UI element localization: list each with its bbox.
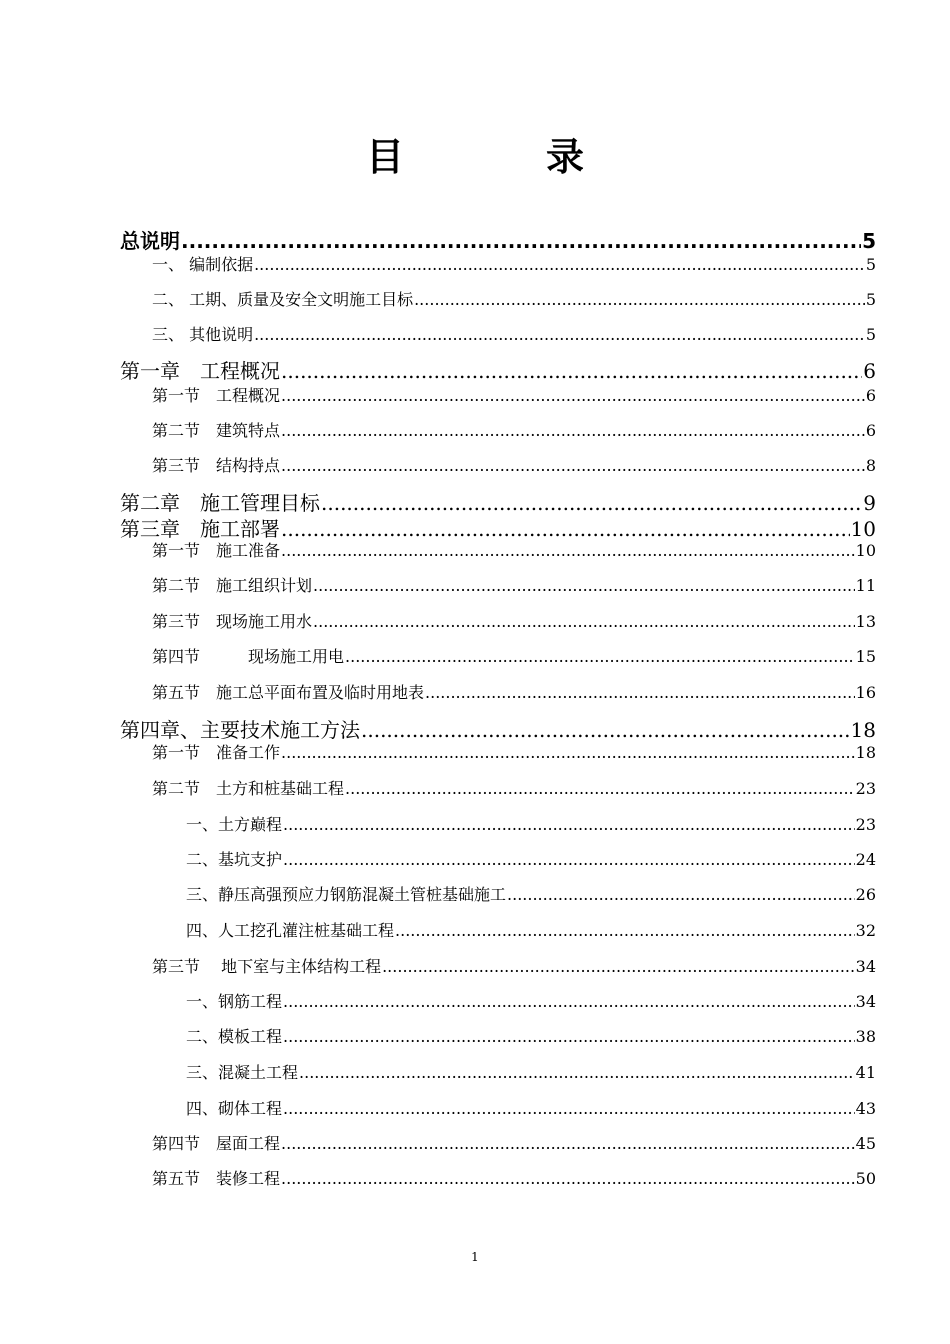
toc-entry[interactable] bbox=[152, 252, 876, 275]
toc-entry[interactable] bbox=[186, 918, 876, 941]
toc-entry-page: 6 bbox=[865, 386, 876, 405]
toc-leader-dots bbox=[281, 359, 862, 383]
toc-entry-label: 总说明 bbox=[120, 229, 180, 253]
toc-entry[interactable] bbox=[186, 1096, 876, 1119]
toc-entry[interactable] bbox=[152, 418, 876, 441]
toc-entry[interactable] bbox=[152, 609, 876, 632]
toc-leader-dots bbox=[425, 683, 855, 702]
toc-leader-dots bbox=[313, 612, 855, 631]
toc-leader-dots bbox=[321, 491, 862, 515]
toc-entry-page: 43 bbox=[855, 1099, 876, 1118]
toc-entry-label: 二、模板工程 bbox=[186, 1027, 283, 1046]
toc-entry-label: 第三节 地下室与主体结构工程 bbox=[152, 957, 382, 976]
toc-entry[interactable] bbox=[120, 355, 876, 384]
toc-entry-page: 41 bbox=[855, 1063, 876, 1082]
toc-entry-page: 34 bbox=[855, 957, 876, 976]
toc-entry-label: 第二节 土方和桩基础工程 bbox=[152, 779, 345, 798]
toc-entry-label: 第四章、主要技术施工方法 bbox=[120, 718, 360, 742]
toc-leader-dots bbox=[281, 421, 865, 440]
page-title: 目 录 bbox=[365, 135, 636, 179]
toc-entry[interactable] bbox=[152, 287, 876, 310]
toc-entry-label: 一、钢筋工程 bbox=[186, 992, 283, 1011]
toc-entry-label: 第一章 工程概况 bbox=[120, 359, 280, 383]
toc-entry-page: 10 bbox=[855, 541, 876, 560]
toc-entry[interactable] bbox=[152, 776, 876, 799]
toc-entry-label: 第四节 现场施工用电 bbox=[152, 647, 345, 666]
toc-leader-dots bbox=[181, 229, 861, 253]
toc-entry-page: 32 bbox=[855, 921, 876, 940]
toc-entry-label: 第二章 施工管理目标 bbox=[120, 491, 320, 515]
toc-entry-page: 24 bbox=[855, 850, 876, 869]
toc-leader-dots bbox=[254, 255, 865, 274]
toc-leader-dots bbox=[254, 325, 865, 344]
toc-leader-dots bbox=[345, 779, 855, 798]
toc-entry[interactable] bbox=[120, 714, 876, 743]
toc-entry-label: 一、土方巅程 bbox=[186, 815, 283, 834]
toc-entry-label: 三、混凝土工程 bbox=[186, 1063, 299, 1082]
toc-entry-label: 三、 其他说明 bbox=[152, 325, 254, 344]
toc-entry-label: 二、 工期、质量及安全文明施工目标 bbox=[152, 290, 414, 309]
toc-entry[interactable] bbox=[152, 954, 876, 977]
toc-entry-page: 10 bbox=[850, 517, 876, 541]
toc-entry-page: 5 bbox=[862, 229, 876, 253]
toc-entry-page: 23 bbox=[855, 779, 876, 798]
toc-entry-label: 第五节 施工总平面布置及临时用地表 bbox=[152, 683, 425, 702]
toc-entry-page: 13 bbox=[855, 612, 876, 631]
toc-entry[interactable] bbox=[152, 644, 876, 667]
toc-entry-page: 34 bbox=[855, 992, 876, 1011]
toc-entry-page: 15 bbox=[855, 647, 876, 666]
toc-leader-dots bbox=[283, 850, 855, 869]
toc-entry[interactable] bbox=[152, 680, 876, 703]
toc-entry[interactable] bbox=[152, 383, 876, 406]
toc-entry[interactable] bbox=[120, 225, 876, 254]
toc-entry-label: 四、砌体工程 bbox=[186, 1099, 283, 1118]
toc-entry[interactable] bbox=[186, 1060, 876, 1083]
toc-entry-page: 18 bbox=[850, 718, 876, 742]
toc-leader-dots bbox=[382, 957, 855, 976]
toc-leader-dots bbox=[313, 576, 855, 595]
toc-leader-dots bbox=[283, 1027, 855, 1046]
toc-entry-page: 11 bbox=[855, 576, 876, 595]
toc-entry[interactable] bbox=[186, 989, 876, 1012]
toc-entry-label: 二、基坑支护 bbox=[186, 850, 283, 869]
toc-entry[interactable] bbox=[186, 847, 876, 870]
toc-entry-label: 三、静压高强预应力钢筋混凝土管桩基础施工 bbox=[186, 885, 507, 904]
toc-entry-label: 第一节 施工准备 bbox=[152, 541, 281, 560]
toc-entry-page: 9 bbox=[863, 491, 876, 515]
toc-entry-page: 18 bbox=[855, 743, 876, 762]
toc-entry[interactable] bbox=[120, 487, 876, 516]
toc-entry-label: 第四节 屋面工程 bbox=[152, 1134, 281, 1153]
toc-entry-page: 16 bbox=[855, 683, 876, 702]
toc-entry-label: 一、 编制依据 bbox=[152, 255, 254, 274]
toc-leader-dots bbox=[507, 885, 855, 904]
toc-leader-dots bbox=[281, 1169, 855, 1188]
toc-entry-label: 第三章 施工部署 bbox=[120, 517, 280, 541]
toc-entry[interactable] bbox=[152, 740, 876, 763]
toc-entry[interactable] bbox=[152, 322, 876, 345]
toc-entry-label: 四、人工挖孔灌注桩基础工程 bbox=[186, 921, 395, 940]
toc-entry-page: 26 bbox=[855, 885, 876, 904]
toc-entry-label: 第二节 建筑特点 bbox=[152, 421, 281, 440]
toc-entry-page: 45 bbox=[855, 1134, 876, 1153]
toc-leader-dots bbox=[281, 743, 855, 762]
toc-entry[interactable] bbox=[186, 1024, 876, 1047]
toc-entry-page: 6 bbox=[865, 421, 876, 440]
toc-entry[interactable] bbox=[152, 1166, 876, 1189]
toc-entry-page: 5 bbox=[865, 255, 876, 274]
toc-entry-page: 8 bbox=[865, 456, 876, 475]
toc-entry-label: 第一节 工程概况 bbox=[152, 386, 281, 405]
toc-leader-dots bbox=[299, 1063, 855, 1082]
toc-entry-label: 第二节 施工组织计划 bbox=[152, 576, 313, 595]
toc-entry[interactable] bbox=[152, 453, 876, 476]
toc-leader-dots bbox=[281, 541, 855, 560]
toc-leader-dots bbox=[283, 1099, 855, 1118]
toc-entry[interactable] bbox=[152, 573, 876, 596]
toc-leader-dots bbox=[281, 386, 865, 405]
toc-entry[interactable] bbox=[152, 538, 876, 561]
toc-leader-dots bbox=[414, 290, 865, 309]
toc-entry-page: 23 bbox=[855, 815, 876, 834]
toc-entry-page: 6 bbox=[863, 359, 876, 383]
toc-entry-page: 50 bbox=[855, 1169, 876, 1188]
toc-leader-dots bbox=[283, 815, 855, 834]
toc-entry-label: 第五节 装修工程 bbox=[152, 1169, 281, 1188]
toc-entry-page: 5 bbox=[865, 290, 876, 309]
toc-entry-label: 第三节 结构持点 bbox=[152, 456, 281, 475]
toc-entry-label: 第一节 准备工作 bbox=[152, 743, 281, 762]
toc-entry-label: 第三节 现场施工用水 bbox=[152, 612, 313, 631]
toc-entry[interactable] bbox=[186, 882, 876, 905]
toc-leader-dots bbox=[361, 718, 850, 742]
toc-entry[interactable] bbox=[186, 812, 876, 835]
toc-leader-dots bbox=[345, 647, 855, 666]
toc-leader-dots bbox=[395, 921, 855, 940]
page-number: 1 bbox=[471, 1250, 479, 1264]
toc-entry-page: 5 bbox=[865, 325, 876, 344]
toc-leader-dots bbox=[283, 992, 855, 1011]
toc-leader-dots bbox=[281, 1134, 855, 1153]
toc-entry-page: 38 bbox=[855, 1027, 876, 1046]
toc-entry[interactable] bbox=[152, 1131, 876, 1154]
toc-leader-dots bbox=[281, 456, 865, 475]
